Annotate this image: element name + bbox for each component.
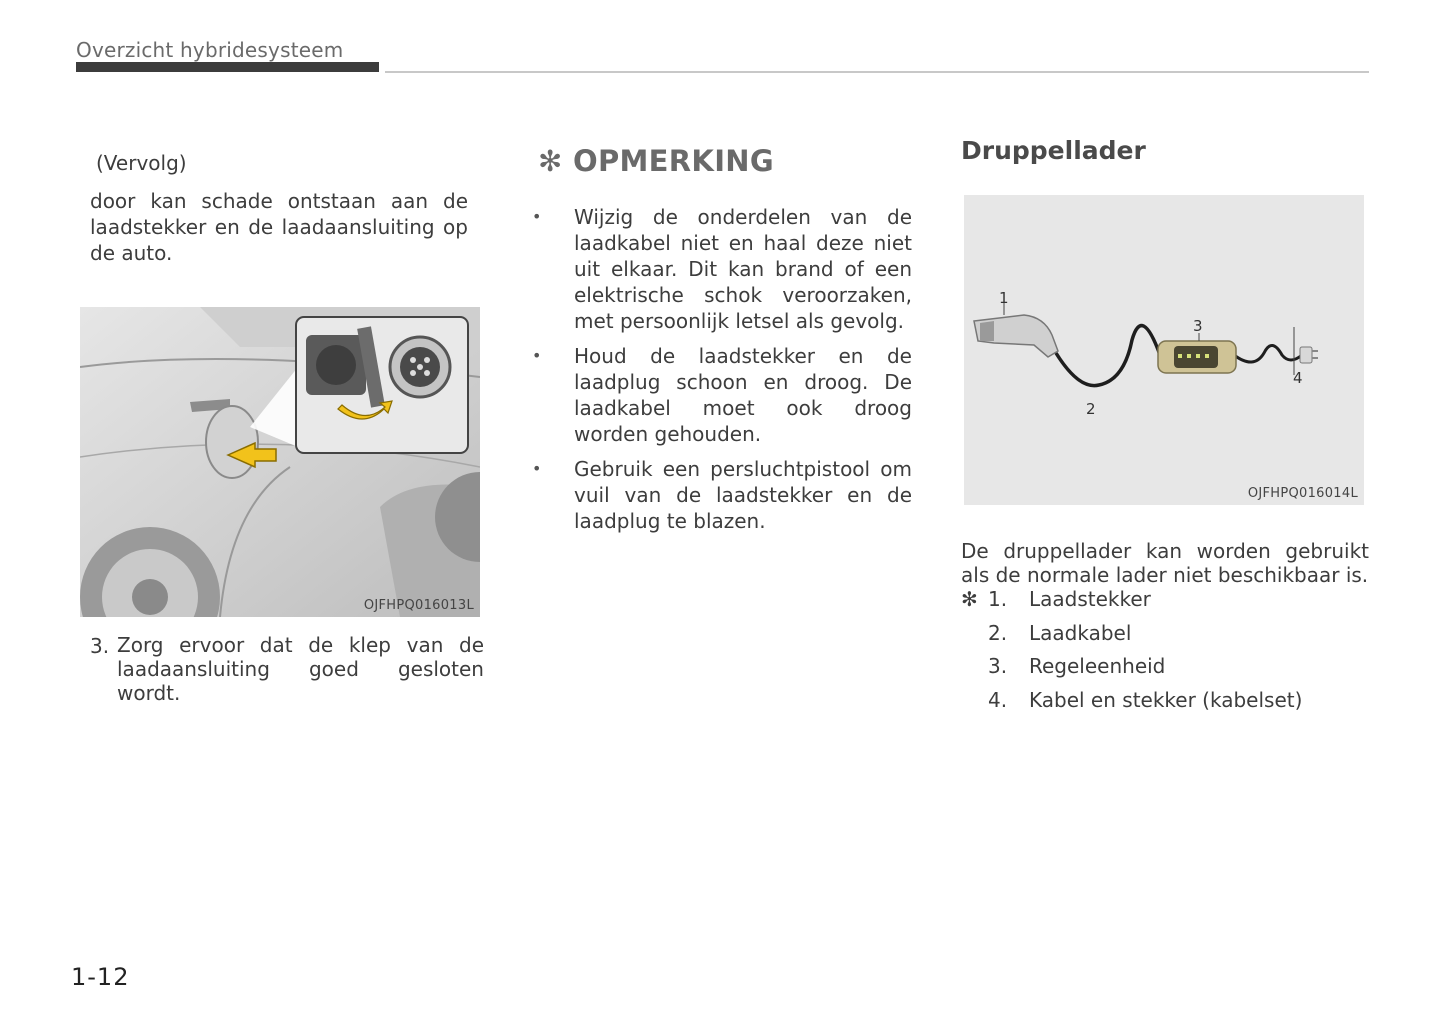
bullet-icon: • xyxy=(532,346,542,365)
note-item-text: Wijzig de onderdelen van de laadkabel niet en haal deze niet uit elkaar. Dit kan brand of een elektrische schok veroorzaken, met persoonlijk letsel als gevolg. xyxy=(574,205,912,333)
bullet-icon: • xyxy=(532,459,542,478)
step-text: Zorg ervoor dat de klep van de laadaansluiting goed gesloten wordt. xyxy=(117,633,484,705)
bullet-icon: • xyxy=(532,207,542,226)
note-heading xyxy=(538,144,774,178)
list-item xyxy=(961,653,1369,687)
figure-code: OJFHPQ016013L xyxy=(363,598,474,613)
list-item xyxy=(530,343,912,447)
part-label: Kabel en stekker (kabelset) xyxy=(1029,687,1303,712)
part-label: Laadstekker xyxy=(1029,587,1151,611)
figure-code: OJFHPQ016014L xyxy=(1247,486,1358,501)
part-label: Laadkabel xyxy=(1029,620,1132,645)
header-rule-dark xyxy=(76,62,379,72)
note-item-text: Gebruik een persluchtpistool om vuil van de laadstekker en de laadplug te blazen. xyxy=(574,457,912,533)
callout-2: 2 xyxy=(1086,400,1096,418)
callout-1: 1 xyxy=(999,289,1009,307)
section-paragraph: De druppellader kan worden gebruikt als de normale lader niet beschikbaar is. xyxy=(961,539,1369,587)
note-list xyxy=(530,204,912,543)
list-item xyxy=(961,687,1369,721)
part-number: 2. xyxy=(988,620,1008,645)
trickle-charger-illustration xyxy=(964,195,1364,505)
note-title: OPMERKING xyxy=(573,144,774,178)
list-item xyxy=(530,456,912,534)
parts-list xyxy=(961,586,1369,720)
list-item xyxy=(961,586,1369,620)
part-number: 1. xyxy=(988,587,1008,611)
header-rule-light xyxy=(385,71,1369,73)
callout-3: 3 xyxy=(1193,317,1203,335)
charging-port-figure xyxy=(80,307,480,617)
step-3 xyxy=(90,633,484,705)
callout-4: 4 xyxy=(1293,369,1303,387)
section-title: Druppellader xyxy=(961,136,1146,165)
part-number: 4. xyxy=(988,687,1008,712)
part-number: 3. xyxy=(988,654,1008,678)
continued-paragraph: door kan schade ontstaan aan de laadstekker en de laadaansluiting op de auto. xyxy=(90,189,468,265)
list-item xyxy=(961,620,1369,654)
step-number: 3. xyxy=(90,634,110,658)
page-number: 1-12 xyxy=(71,963,130,991)
asterisk-icon: ✻ xyxy=(538,144,563,178)
part-label: Regeleenheid xyxy=(1029,654,1166,678)
continued-label: (Vervolg) xyxy=(96,151,187,175)
car-charging-port-illustration xyxy=(80,307,480,617)
running-header-title: Overzicht hybridesysteem xyxy=(76,38,344,62)
asterisk-icon: ✻ xyxy=(961,587,978,611)
list-item xyxy=(530,204,912,334)
note-item-text: Houd de laadstekker en de laadplug schoon en droog. De laadkabel moet ook droog worden gehouden. xyxy=(574,344,912,446)
trickle-charger-figure xyxy=(964,195,1364,505)
